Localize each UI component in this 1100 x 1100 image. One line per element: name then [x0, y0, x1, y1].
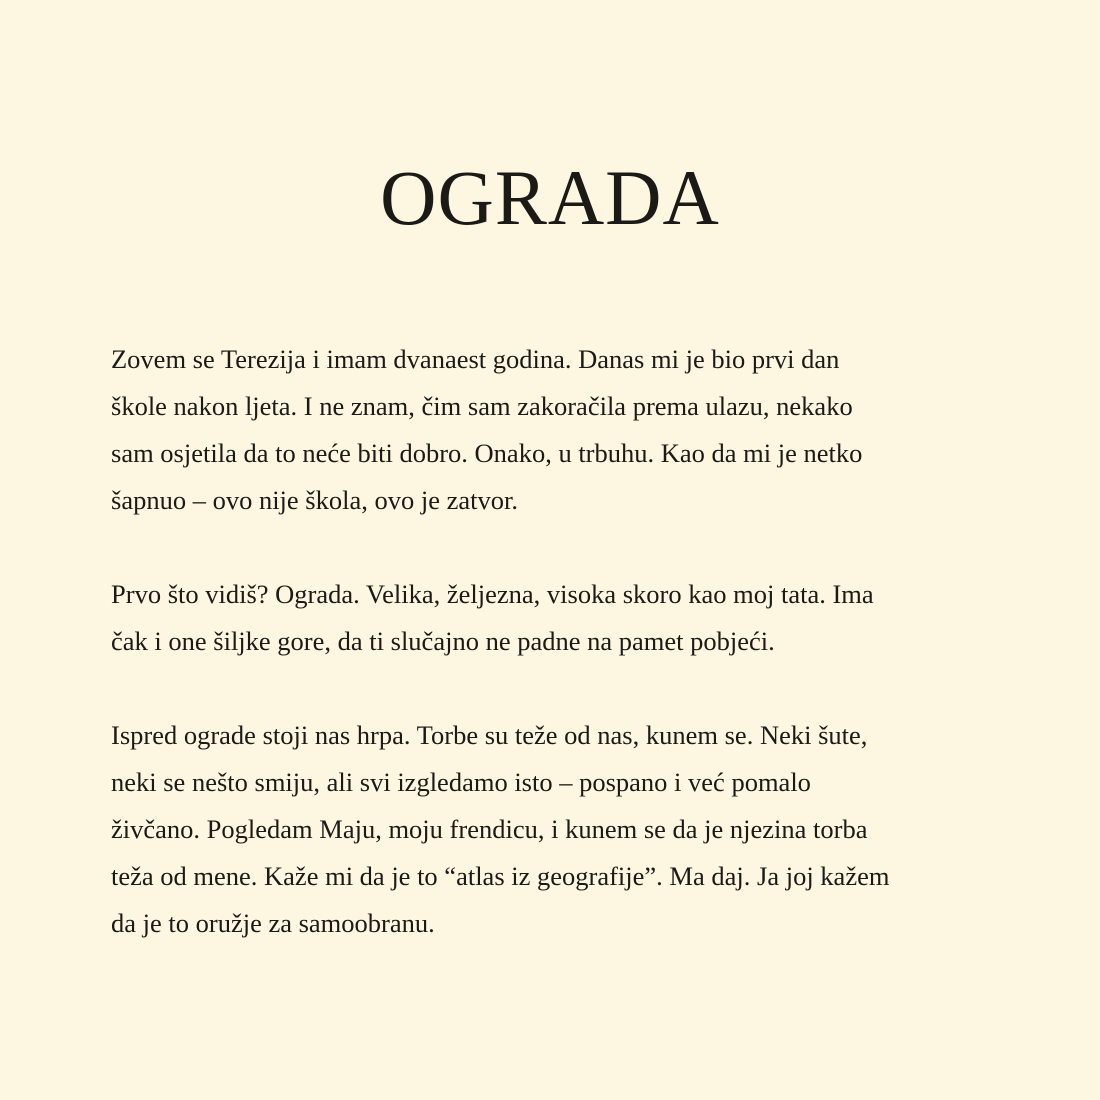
text-line: šapnuo – ovo nije škola, ovo je zatvor. [111, 485, 518, 515]
text-line: Zovem se Terezija i imam dvanaest godina. Danas mi je bio prvi dan [111, 344, 840, 374]
paragraph-1 [111, 336, 1011, 524]
paragraph-3 [111, 712, 1011, 947]
paragraph-2 [111, 571, 1011, 665]
story-text [111, 336, 1011, 994]
text-line: da je to oružje za samoobranu. [111, 908, 435, 938]
text-line: škole nakon ljeta. I ne znam, čim sam zakoračila prema ulazu, nekako [111, 391, 853, 421]
text-line: čak i one šiljke gore, da ti slučajno ne padne na pamet pobjeći. [111, 626, 775, 656]
text-line: sam osjetila da to neće biti dobro. Onako, u trbuhu. Kao da mi je netko [111, 438, 863, 468]
text-line: Prvo što vidiš? Ograda. Velika, željezna, visoka skoro kao moj tata. Ima [111, 579, 874, 609]
text-line: Ispred ograde stoji nas hrpa. Torbe su teže od nas, kunem se. Neki šute, [111, 720, 868, 750]
text-line: teža od mene. Kaže mi da je to “atlas iz geografije”. Ma daj. Ja joj kažem [111, 861, 890, 891]
text-line: neki se nešto smiju, ali svi izgledamo isto – pospano i već pomalo [111, 767, 811, 797]
page-title: OGRADA [380, 154, 720, 241]
text-line: živčano. Pogledam Maju, moju frendicu, i kunem se da je njezina torba [111, 814, 868, 844]
